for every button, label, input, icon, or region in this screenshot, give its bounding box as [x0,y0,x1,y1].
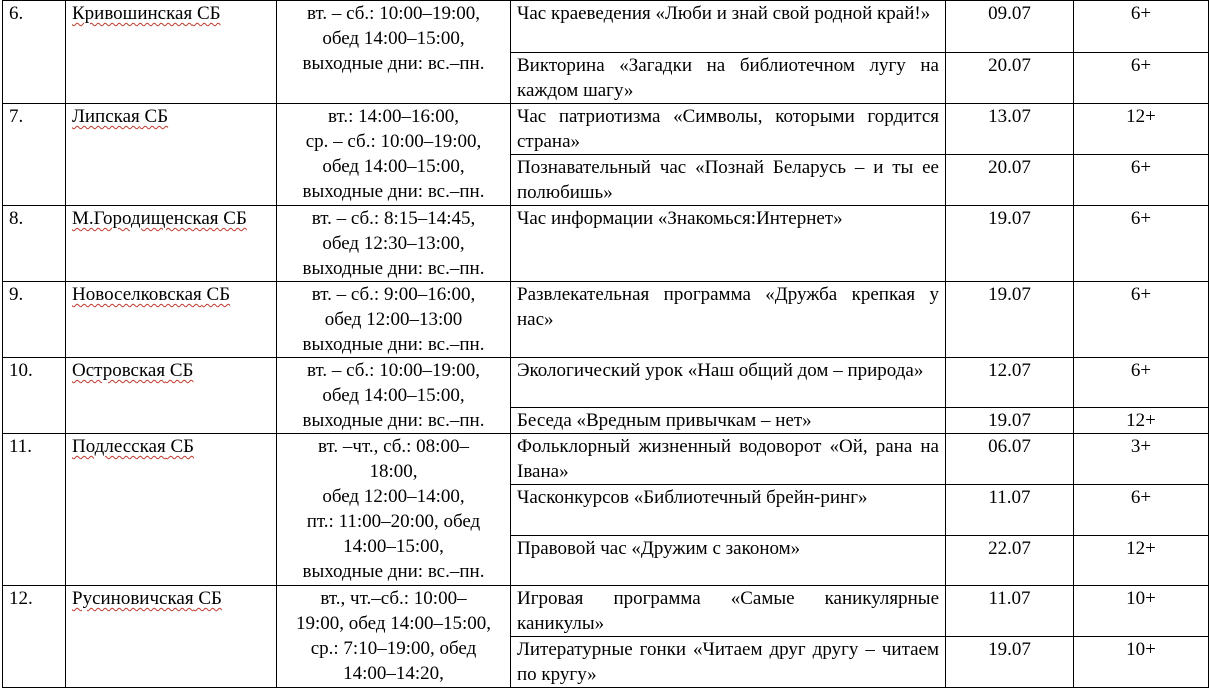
event-date: 19.07 [946,282,1074,358]
event-age-rating: 12+ [1074,104,1209,155]
event-age-rating: 10+ [1074,586,1209,637]
row-number: 10. [3,358,66,434]
library-name-main: Русиновичская [72,588,194,609]
table-row [3,586,1209,637]
hours-line: вт. – сб.: 8:15–14:45, [311,208,476,229]
row-number: 8. [3,206,66,282]
table-row [3,282,1209,358]
event-date: 20.07 [946,155,1074,206]
opening-hours [277,206,511,282]
event-age-rating: 6+ [1074,206,1209,282]
hours-line: ср. – сб.: 10:00–19:00, [305,131,482,152]
event-age-rating: 6+ [1074,155,1209,206]
event-date: 19.07 [946,637,1074,688]
event-title: Час краеведения «Люби и знай свой родной край!» [511,1,946,53]
table-row [3,434,1209,485]
library-name [66,586,277,688]
event-title: Часконкурсов «Библиотечный брейн-ринг» [511,485,946,536]
event-title: Экологический урок «Наш общий дом – природа» [511,358,946,408]
events-table [2,0,1209,688]
hours-line: обед 14:00–15:00, [322,28,465,49]
library-name-suffix: СБ [218,208,247,229]
library-name-suffix: СБ [165,436,195,457]
event-title: Беседа «Вредным привычкам – нет» [511,408,946,434]
event-title: Правовой час «Дружим с законом» [511,536,946,586]
hours-line: ср.: 7:10–19:00, обед [310,638,477,659]
opening-hours [277,358,511,434]
row-number: 6. [3,1,66,104]
event-date: 06.07 [946,434,1074,485]
event-age-rating: 6+ [1074,282,1209,358]
opening-hours [277,1,511,104]
library-name [66,434,277,586]
event-title: Викторина «Загадки на библиотечном лугу на каждом шагу» [511,53,946,104]
event-date: 19.07 [946,408,1074,434]
table-row [3,104,1209,155]
hours-line: обед 12:00–13:00 [324,309,463,330]
hours-line: 19:00, обед 14:00–15:00, [295,613,492,634]
event-title: Игровая программа «Самые каникулярные каникулы» [511,586,946,637]
hours-line: вт., чт.–сб.: 10:00– [320,588,467,609]
library-name [66,206,277,282]
hours-line: пт.: 11:00–20:00, обед [306,511,481,532]
event-age-rating: 3+ [1074,434,1209,485]
library-name [66,1,277,104]
row-number: 7. [3,104,66,206]
hours-line: 18:00, [369,461,418,482]
event-title: Час информации «Знакомься:Интернет» [511,206,946,282]
library-name-main: Липская [72,106,140,127]
event-age-rating: 6+ [1074,485,1209,536]
event-date: 20.07 [946,53,1074,104]
hours-line: вт. – сб.: 10:00–19:00, [306,3,481,24]
opening-hours [277,434,511,586]
event-date: 11.07 [946,485,1074,536]
hours-line: вт. – сб.: 10:00–19:00, [306,360,481,381]
event-title: Фольклорный жизненный водоворот «Ой, рана на Івана» [511,434,946,485]
event-title: Час патриотизма «Символы, которыми гордится страна» [511,104,946,155]
hours-line: выходные дни: вс.–пн. [302,334,485,355]
hours-line: выходные дни: вс.–пн. [302,561,485,582]
event-age-rating: 6+ [1074,1,1209,53]
row-number: 9. [3,282,66,358]
event-date: 09.07 [946,1,1074,53]
table-row [3,358,1209,408]
opening-hours [277,104,511,206]
hours-line: вт. –чт., сб.: 08:00– [318,436,469,457]
event-age-rating: 6+ [1074,53,1209,104]
event-date: 19.07 [946,206,1074,282]
hours-line: вт.: 14:00–16:00, [328,106,459,127]
hours-line: обед 14:00–15:00, [322,156,465,177]
library-name-suffix: СБ [165,360,194,381]
events-table-body [3,1,1209,688]
hours-line: 14:00–14:20, [343,663,444,684]
library-name-suffix: СБ [193,588,222,609]
table-row [3,1,1209,53]
event-age-rating: 10+ [1074,637,1209,688]
hours-line: 14:00–15:00, [343,536,444,557]
library-name-main: М.Городищенская [72,208,219,229]
opening-hours [277,586,511,688]
library-name [66,104,277,206]
hours-line: выходные дни: вс.–пн. [302,53,485,74]
hours-line: обед 12:30–13:00, [322,233,465,254]
library-name-main: Кривошинская [72,3,193,24]
library-name [66,282,277,358]
event-date: 12.07 [946,358,1074,408]
library-name [66,358,277,434]
library-name-main: Новоселковская [72,284,202,305]
table-row [3,206,1209,282]
hours-line: выходные дни: вс.–пн. [302,410,485,431]
library-name-main: Подлесская [72,436,166,457]
event-title: Познавательный час «Познай Беларусь – и ты ее полюбишь» [511,155,946,206]
event-age-rating: 12+ [1074,536,1209,586]
event-age-rating: 6+ [1074,358,1209,408]
event-date: 13.07 [946,104,1074,155]
event-date: 11.07 [946,586,1074,637]
row-number: 12. [3,586,66,688]
hours-line: выходные дни: вс.–пн. [302,258,485,279]
event-title: Развлекательная программа «Дружба крепкая у нас» [511,282,946,358]
library-name-suffix: СБ [139,106,169,127]
event-date: 22.07 [946,536,1074,586]
hours-line: вт. – сб.: 9:00–16:00, [311,284,476,305]
event-age-rating: 12+ [1074,408,1209,434]
hours-line: обед 12:00–14:00, [322,486,465,507]
library-name-suffix: СБ [192,3,221,24]
opening-hours [277,282,511,358]
library-name-main: Островская [72,360,166,381]
event-title: Литературные гонки «Читаем друг другу – читаем по кругу» [511,637,946,688]
library-name-suffix: СБ [201,284,231,305]
row-number: 11. [3,434,66,586]
hours-line: выходные дни: вс.–пн. [302,181,485,202]
hours-line: обед 14:00–15:00, [322,385,465,406]
